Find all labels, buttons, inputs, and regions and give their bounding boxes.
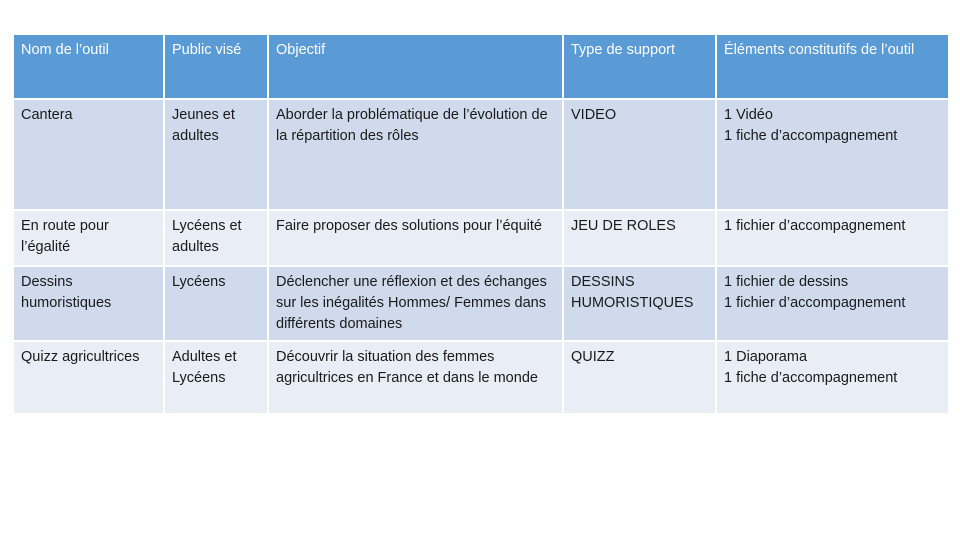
table-row: [13, 210, 949, 266]
header-components: Éléments constitutifs de l’outil: [716, 34, 949, 99]
cell-objective: Faire proposer des solutions pour l’équité: [268, 210, 563, 266]
cell-tool-name: Cantera: [13, 99, 164, 210]
header-support-type: Type de support: [563, 34, 716, 99]
table-header-row: [13, 34, 949, 99]
cell-support-type: QUIZZ: [563, 341, 716, 414]
tools-table: [12, 33, 950, 415]
header-audience: Public visé: [164, 34, 268, 99]
cell-audience: Jeunes et adultes: [164, 99, 268, 210]
cell-objective: Déclencher une réflexion et des échanges sur les inégalités Hommes/ Femmes dans différents domaines: [268, 266, 563, 341]
cell-support-type: VIDEO: [563, 99, 716, 210]
table-row: [13, 341, 949, 414]
cell-components: 1 Vidéo 1 fiche d’accompagnement: [716, 99, 949, 210]
cell-support-type: JEU DE ROLES: [563, 210, 716, 266]
cell-audience: Lycéens: [164, 266, 268, 341]
cell-components: 1 fichier de dessins 1 fichier d’accompagnement: [716, 266, 949, 341]
header-objective: Objectif: [268, 34, 563, 99]
header-tool-name: Nom de l’outil: [13, 34, 164, 99]
cell-objective: Aborder la problématique de l’évolution de la répartition des rôles: [268, 99, 563, 210]
cell-objective: Découvrir la situation des femmes agricultrices en France et dans le monde: [268, 341, 563, 414]
cell-audience: Lycéens et adultes: [164, 210, 268, 266]
table-row: [13, 266, 949, 341]
table-row: [13, 99, 949, 210]
cell-audience: Adultes et Lycéens: [164, 341, 268, 414]
cell-tool-name: Quizz agricultrices: [13, 341, 164, 414]
cell-components: 1 Diaporama 1 fiche d’accompagnement: [716, 341, 949, 414]
cell-tool-name: En route pour l’égalité: [13, 210, 164, 266]
cell-components: 1 fichier d’accompagnement: [716, 210, 949, 266]
cell-tool-name: Dessins humoristiques: [13, 266, 164, 341]
cell-support-type: DESSINS HUMORISTIQUES: [563, 266, 716, 341]
